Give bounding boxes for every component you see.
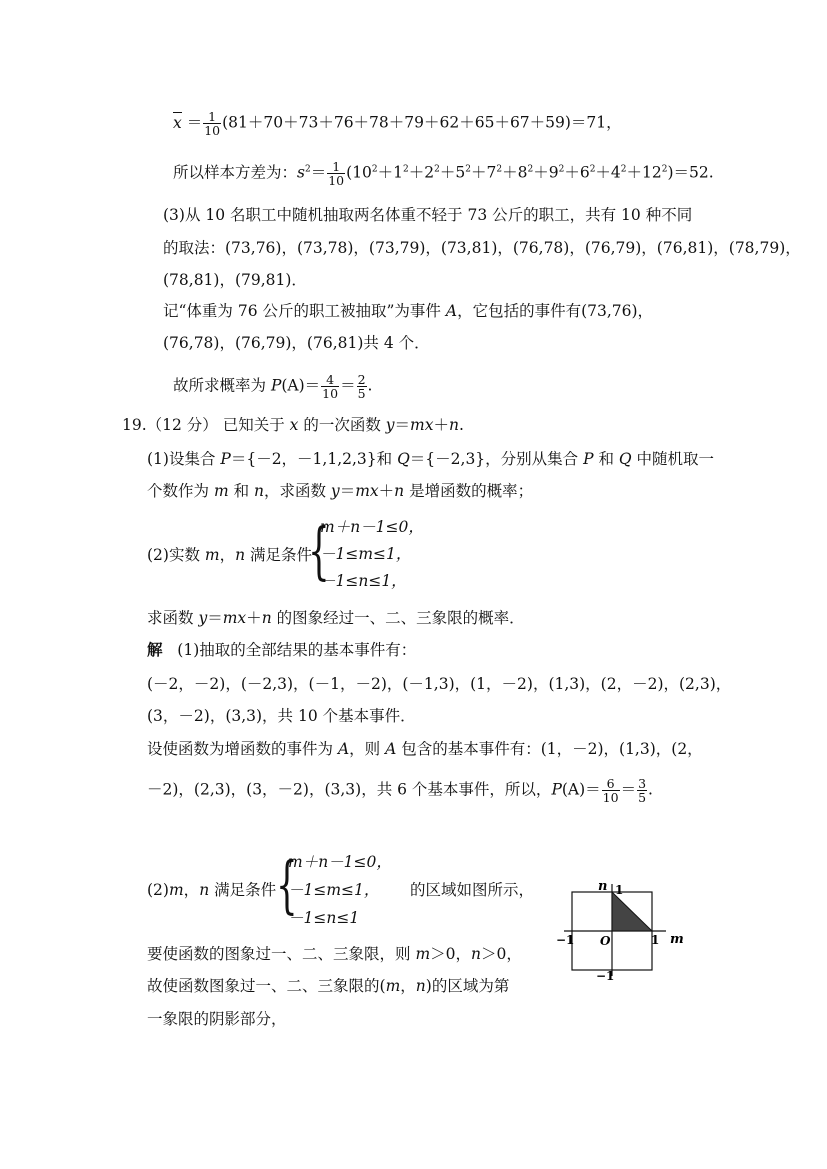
condition-row: －1≤n≤1 (288, 909, 360, 927)
solution-text2: 故使函数图象过一、二、三象限的(m，n)的区域为第 (147, 977, 510, 995)
condition-row: －1≤m≤1， (288, 881, 380, 899)
part3-probability: 故所求概率为 P(A)＝ $\frac{4}{10}$ ＝ $\frac{2}{5}$ . (173, 372, 373, 401)
solution-line5: －2)，(2,3)，(3，－2)，(3,3)，共 6 个基本事件，所以，P(A)＝ $\frac{6}{10}$ ＝ $\frac{3}{5}$ . (147, 776, 653, 805)
condition-row: －1≤n≤1， (320, 572, 407, 590)
q19-part1-line1: (1)设集合 P＝{－2，－1,1,2,3}和 Q＝{－2,3}，分别从集合 P 和 Q 中随机取一 (147, 450, 715, 468)
left-brace: { (308, 514, 330, 587)
solution-label: 解 (147, 640, 163, 659)
shaded-region (612, 892, 652, 931)
left-brace: { (276, 848, 298, 921)
region-caption: 的区域如图所示， (410, 881, 535, 899)
condition-row: m＋n－1≤0， (320, 518, 424, 536)
m-axis-label: m (670, 932, 684, 947)
q19-part1-line2: 个数作为 m 和 n，求函数 y＝mx＋n 是增函数的概率； (147, 482, 534, 500)
mean-sum: (81＋70＋73＋76＋78＋79＋62＋65＋67＋59)＝71， (222, 113, 622, 132)
part3-line5: (76,78)，(76,79)，(76,81)共 4 个． (163, 334, 430, 352)
mean-equation (173, 110, 622, 137)
origin-label: O (600, 934, 611, 948)
part3-line2: 的取法：(73,76)，(73,78)，(73,79)，(73,81)，(76,78)，(76,79)，(76,81)，(78,79)， (163, 239, 801, 257)
solution-line3: (3，－2)，(3,3)，共 10 个基本事件． (147, 707, 416, 725)
solution-text3: 一象限的阴影部分， (147, 1010, 287, 1028)
region-figure (548, 876, 688, 986)
solution-line4: 设使函数为增函数的事件为 A，则 A 包含的基本事件有：(1，－2)，(1,3)，(2， (147, 740, 703, 758)
left-tick-label: −1 (556, 933, 575, 947)
variance-equation: 所以样本方差为：$s^2=$ $\frac{1}{10}$ $(10^2+1^2+2^2+5^2+7^2+8^2+9^2+6^2+4^2+12^2)=52$. (173, 159, 714, 188)
q19-graph-question: 求函数 y＝mx＋n 的图象经过一、二、三象限的概率． (147, 609, 525, 627)
q19-condition-prefix: (2)实数 m，n 满足条件 (147, 546, 313, 564)
q19-condition-system (308, 514, 448, 594)
n-axis-label: n (598, 879, 608, 894)
top-tick-label: 1 (615, 883, 624, 897)
q19-header: 19.（12 分） 已知关于 x 的一次函数 y＝mx＋n. (122, 416, 464, 434)
part3-line1: (3)从 10 名职工中随机抽取两名体重不轻于 73 公斤的职工，共有 10 种不同 (163, 206, 693, 224)
equals: ＝ (186, 113, 203, 132)
part3-line4: 记“体重为 76 公斤的职工被抽取”为事件 A，它包括的事件有(73,76)， (163, 302, 654, 320)
solution-text1: 要使函数的图象过一、二、三象限，则 m＞0，n＞0， (147, 945, 522, 963)
fraction: $\frac{3}{5}$ (638, 776, 647, 805)
mean-symbol: x (173, 113, 182, 132)
fraction: $\frac{1}{10}$ (328, 159, 345, 188)
solution-condition-prefix: (2)m，n 满足条件 (147, 881, 277, 899)
condition-row: －1≤m≤1， (320, 545, 412, 563)
fraction: $\frac{1}{10}$ (204, 109, 221, 138)
fraction: $\frac{6}{10}$ (602, 776, 619, 805)
fraction: $\frac{4}{10}$ (322, 372, 339, 401)
bottom-tick-label: −1 (596, 969, 615, 983)
fraction: $\frac{2}{5}$ (357, 372, 366, 401)
part3-line3: (78,81)，(79,81)． (163, 271, 307, 289)
right-tick-label: 1 (651, 933, 660, 947)
solution-condition-system (276, 848, 406, 928)
solution-line1: 解 (1)抽取的全部结果的基本事件有： (147, 640, 417, 659)
solution-line2: (－2，－2)，(－2,3)，(－1，－2)，(－1,3)，(1，－2)，(1,3)，(2，－2)，(2,3)， (147, 675, 732, 693)
condition-row: m＋n－1≤0， (288, 853, 392, 871)
